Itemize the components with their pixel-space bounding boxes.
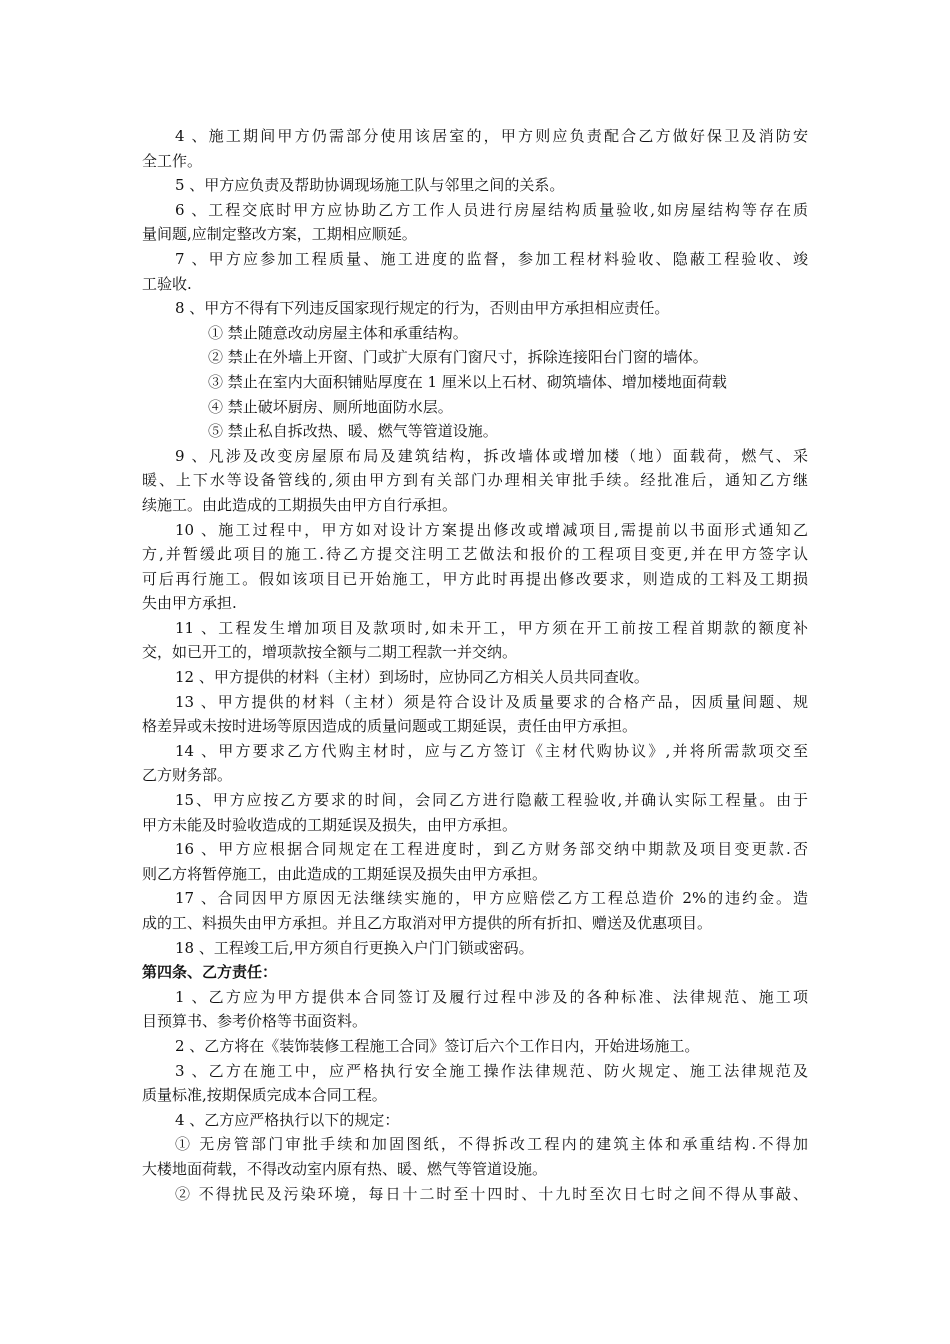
sub-item-line: ⑤ 禁止私自拆改热、暖、燃气等管道设施。: [208, 422, 498, 441]
paragraph-line: 目预算书、参考价格等书面资料。: [142, 1012, 368, 1031]
paragraph-line: 10 、施工过程中，甲方如对设计方案提出修改或增减项目,需提前以书面形式通知乙: [175, 520, 808, 539]
paragraph-line: 成的工、料损失由甲方承担。并且乙方取消对甲方提供的所有折扣、赠送及优惠项目。: [142, 914, 713, 932]
paragraph-line: 18 、工程竣工后,甲方须自行更换入户门门锁或密码。: [175, 938, 534, 957]
paragraph-line: 9 、凡涉及改变房屋原布局及建筑结构，拆改墙体或增加楼（地）面载荷，燃气、采: [175, 446, 808, 465]
paragraph-line: 6 、工程交底时甲方应协助乙方工作人员进行房屋结构质量验收,如房屋结构等存在质: [175, 200, 808, 219]
paragraph-line: 1 、乙方应为甲方提供本合同签订及履行过程中涉及的各种标准、法律规范、施工项: [175, 987, 808, 1006]
paragraph-line: 暖、上下水等设备管线的,须由甲方到有关部门办理相关审批手续。经批准后，通知乙方继: [142, 471, 808, 490]
paragraph-line: 17 、合同因甲方原因无法继续实施的，甲方应赔偿乙方工程总造价 2%的违约金。造: [175, 889, 808, 908]
paragraph-line: 5 、甲方应负责及帮助协调现场施工队与邻里之间的关系。: [175, 176, 565, 195]
paragraph-line: 3 、乙方在施工中，应严格执行安全施工操作法律规范、防火规定、施工法律规范及: [175, 1061, 808, 1080]
contract-body: [142, 124, 808, 1206]
paragraph-line: 则乙方将暂停施工，由此造成的工期延误及损失由甲方承担。: [142, 864, 548, 883]
paragraph-line: 甲方未能及时验收造成的工期延误及损失，由甲方承担。: [142, 815, 518, 834]
paragraph-line: ① 无房管部门审批手续和加固图纸，不得拆改工程内的建筑主体和承重结构.不得加: [175, 1135, 808, 1154]
paragraph-line: 交，如已开工的，增项款按全额与二期工程款一并交纳。: [142, 643, 518, 662]
paragraph-line: 工验收.: [142, 274, 192, 293]
paragraph-line: 12 、甲方提供的材料（主材）到场时，应协同乙方相关人员共同查收。: [175, 668, 649, 687]
paragraph-line: 8 、甲方不得有下列违反国家现行规定的行为，否则由甲方承担相应责任。: [175, 299, 670, 318]
paragraph-line: 量间题,应制定整改方案，工期相应顺延。: [142, 225, 417, 244]
paragraph-line: 续施工。由此造成的工期损失由甲方自行承担。: [142, 495, 458, 514]
paragraph-line: 乙方财务部。: [142, 766, 233, 785]
paragraph-line: 15、甲方应按乙方要求的时间，会同乙方进行隐蔽工程验收,并确认实际工程量。由于: [175, 791, 808, 810]
sub-item-line: ① 禁止随意改动房屋主体和承重结构。: [208, 323, 468, 342]
paragraph-line: 质量标准,按期保质完成本合同工程。: [142, 1086, 387, 1105]
section-heading: 第四条、乙方责任：: [142, 963, 278, 982]
paragraph-line: 失由甲方承担.: [142, 594, 237, 613]
paragraph-line: 4 、施工期间甲方仍需部分使用该居室的，甲方则应负责配合乙方做好保卫及消防安: [175, 127, 808, 145]
paragraph-line: 全工作。: [142, 151, 203, 170]
paragraph-line: 格差异或未按时进场等原因造成的质量问题或工期延误，责任由甲方承担。: [142, 717, 638, 736]
paragraph-line: 13 、甲方提供的材料（主材）须是符合设计及质量要求的合格产品，因质量间题、规: [175, 692, 808, 711]
paragraph-line: 7 、甲方应参加工程质量、施工进度的监督，参加工程材料验收、隐蔽工程验收、竣: [175, 249, 808, 268]
sub-item-line: ④ 禁止破坏厨房、厕所地面防水层。: [208, 397, 453, 416]
paragraph-line: 14 、甲方要求乙方代购主材时，应与乙方签订《主材代购协议》,并将所需款项交至: [175, 741, 808, 760]
paragraph-line: 可后再行施工。假如该项目已开始施工，甲方此时再提出修改要求，则造成的工料及工期损: [142, 569, 808, 588]
paragraph-line: 方,并暂缓此项目的施工.待乙方提交注明工艺做法和报价的工程项目变更,并在甲方签字认: [142, 545, 808, 564]
paragraph-line: 4 、乙方应严格执行以下的规定：: [175, 1110, 400, 1129]
paragraph-line: ② 不得扰民及污染环境，每日十二时至十四时、十九时至次日七时之间不得从事敲、: [175, 1184, 808, 1203]
paragraph-line: 2 、乙方将在《装饰装修工程施工合同》签订后六个工作日内，开始进场施工。: [175, 1036, 700, 1055]
paragraph-line: 大楼地面荷载，不得改动室内原有热、暖、燃气等管道设施。: [142, 1159, 548, 1178]
sub-item-line: ② 禁止在外墙上开窗、门或扩大原有门窗尺寸，拆除连接阳台门窗的墙体。: [208, 348, 708, 367]
paragraph-line: 16 、甲方应根据合同规定在工程进度时，到乙方财务部交纳中期款及项目变更款.否: [175, 840, 808, 859]
sub-item-line: ③ 禁止在室内大面积铺贴厚度在 1 厘米以上石材、砌筑墙体、增加楼地面荷载: [208, 372, 727, 391]
paragraph-line: 11 、工程发生增加项目及款项时,如未开工，甲方须在开工前按工程首期款的额度补: [175, 618, 808, 637]
